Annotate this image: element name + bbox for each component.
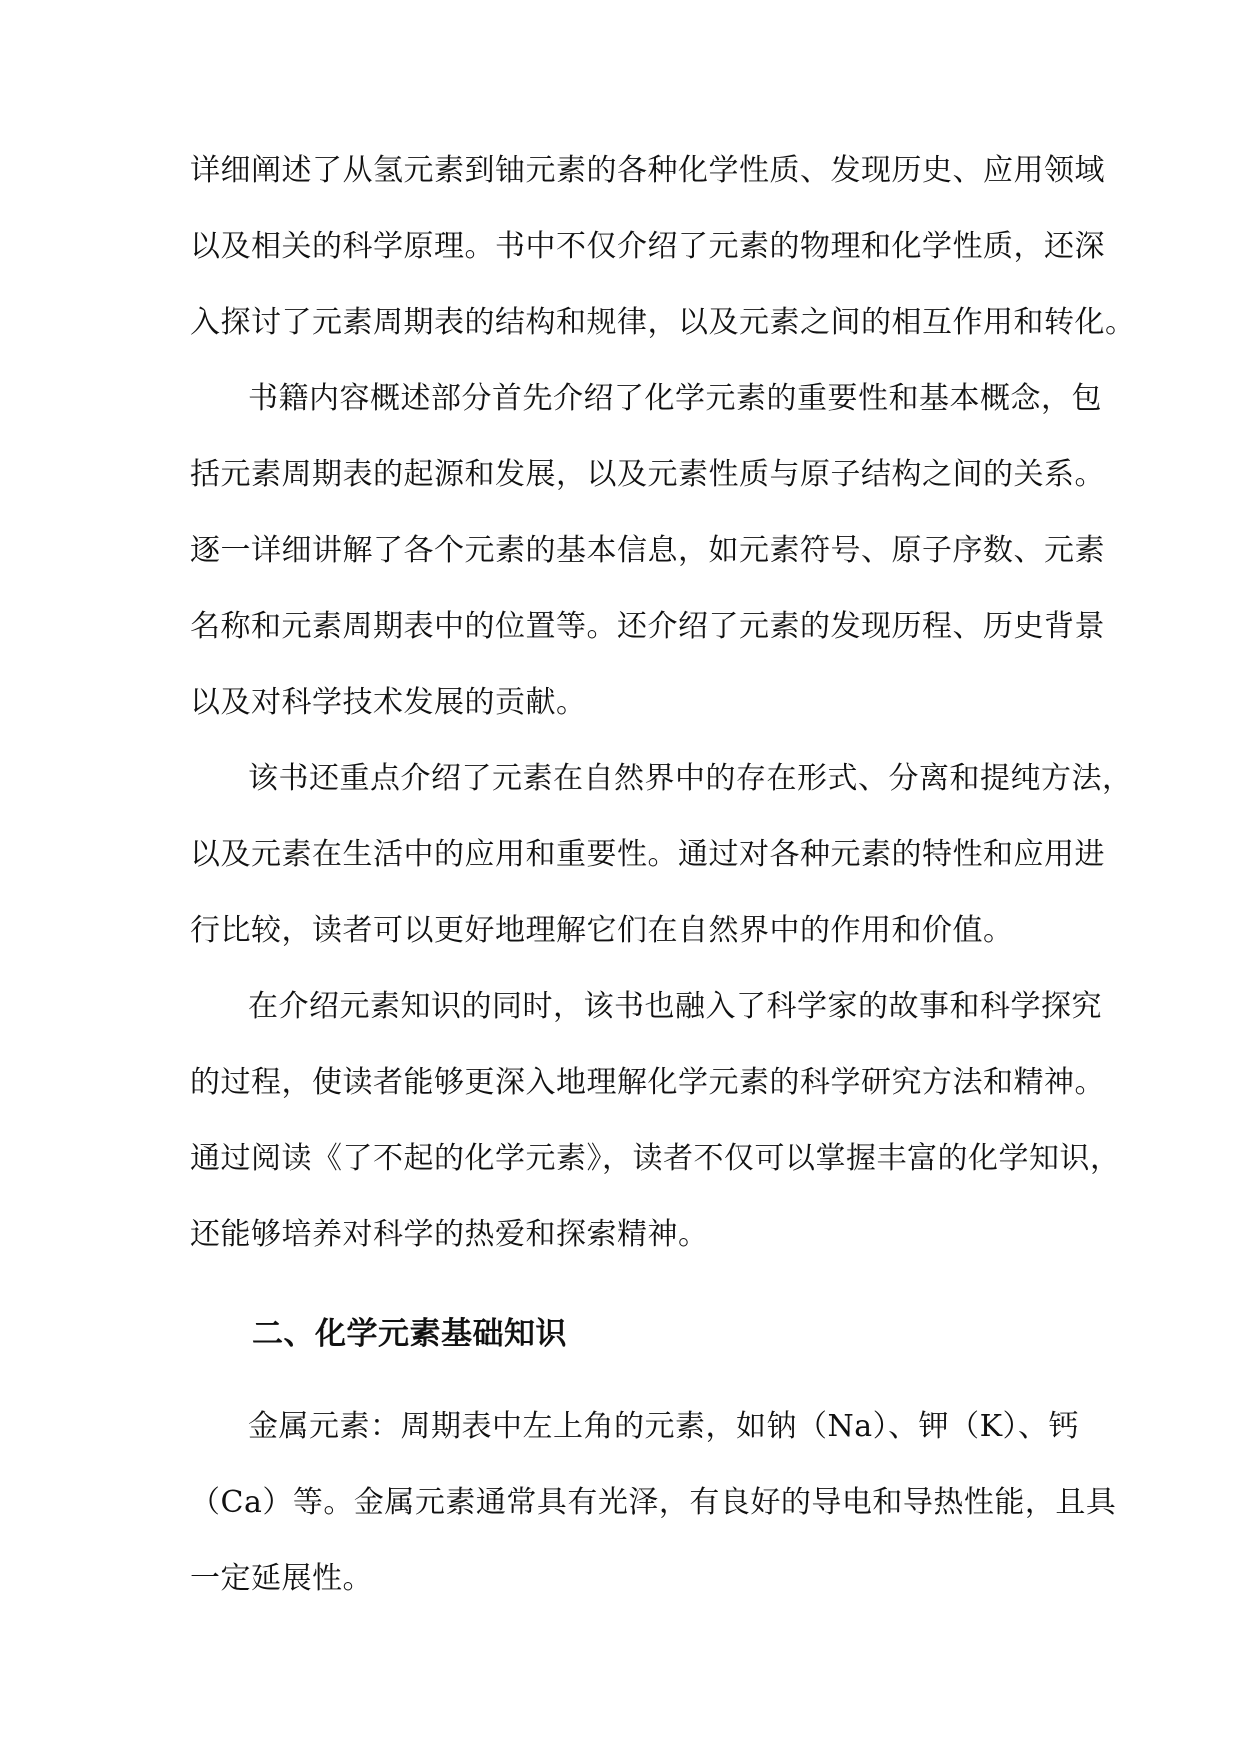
paragraph-1-line-2: 以及相关的科学原理。书中不仅介绍了元素的物理和化学性质，还深: [190, 229, 1105, 264]
paragraph-2-line-2: 括元素周期表的起源和发展，以及元素性质与原子结构之间的关系。: [190, 457, 1105, 492]
paragraph-1-line-1: 详细阐述了从氢元素到铀元素的各种化学性质、发现历史、应用领域: [190, 153, 1105, 188]
paragraph-2-line-4: 名称和元素周期表中的位置等。还介绍了元素的发现历程、历史背景: [190, 609, 1105, 644]
paragraph-4-line-1: 在介绍元素知识的同时，该书也融入了科学家的故事和科学探究: [248, 989, 1102, 1024]
section-paragraph-line-2: （Ca）等。金属元素通常具有光泽，有良好的导电和导热性能，且具: [190, 1485, 1117, 1520]
paragraph-4-line-2: 的过程，使读者能够更深入地理解化学元素的科学研究方法和精神。: [190, 1065, 1105, 1100]
paragraph-4-line-4: 还能够培养对科学的热爱和探索精神。: [190, 1217, 709, 1252]
paragraph-2-line-3: 逐一详细讲解了各个元素的基本信息，如元素符号、原子序数、元素: [190, 533, 1105, 568]
paragraph-2-line-5: 以及对科学技术发展的贡献。: [190, 685, 587, 720]
paragraph-3-line-1: 该书还重点介绍了元素在自然界中的存在形式、分离和提纯方法，: [248, 761, 1133, 796]
paragraph-3-line-3: 行比较，读者可以更好地理解它们在自然界中的作用和价值。: [190, 913, 1014, 948]
section-paragraph-line-3: 一定延展性。: [190, 1561, 373, 1596]
paragraph-3-line-2: 以及元素在生活中的应用和重要性。通过对各种元素的特性和应用进: [190, 837, 1105, 872]
paragraph-1-line-3: 入探讨了元素周期表的结构和规律，以及元素之间的相互作用和转化。: [190, 305, 1136, 340]
section-paragraph-line-1: 金属元素：周期表中左上角的元素，如钠（Na）、钾（K）、钙: [248, 1409, 1080, 1444]
paragraph-4-line-3: 通过阅读《了不起的化学元素》，读者不仅可以掌握丰富的化学知识，: [190, 1141, 1121, 1176]
paragraph-2-line-1: 书籍内容概述部分首先介绍了化学元素的重要性和基本概念，包: [248, 381, 1102, 416]
section-heading: 二、化学元素基础知识: [252, 1316, 567, 1352]
